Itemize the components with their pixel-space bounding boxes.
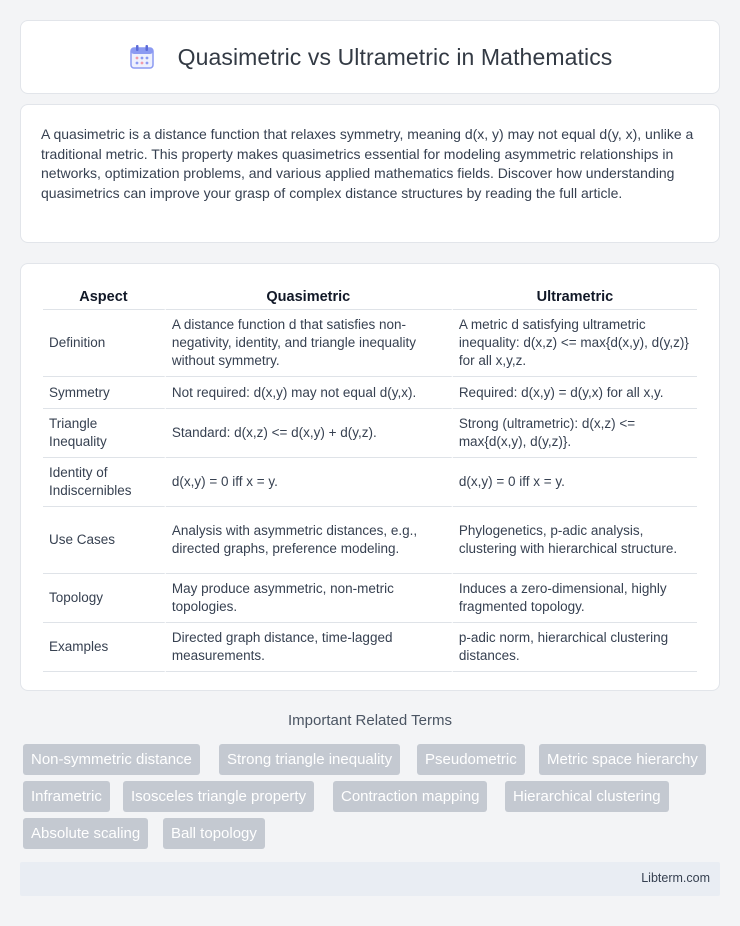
page-title: Quasimetric vs Ultrametric in Mathematics	[177, 43, 613, 70]
table-cell-aspect: Definition	[43, 310, 166, 377]
table-cell-ultrametric: Required: d(x,y) = d(y,x) for all x,y.	[453, 377, 697, 409]
table-row	[43, 310, 697, 377]
related-term-tag[interactable]: Non-symmetric distance	[23, 744, 200, 775]
table-cell-aspect: Topology	[43, 574, 166, 623]
table-cell-aspect: Symmetry	[43, 377, 166, 409]
table-row	[43, 458, 697, 507]
comparison-card	[20, 263, 720, 691]
related-term-tag[interactable]: Absolute scaling	[23, 818, 148, 849]
table-header-quasimetric: Quasimetric	[166, 284, 453, 310]
table-cell-quasimetric: May produce asymmetric, non-metric topologies.	[166, 574, 453, 623]
table-cell-quasimetric: A distance function d that satisfies non-negativity, identity, and triangle inequality without symmetry.	[166, 310, 453, 377]
table-row	[43, 377, 697, 409]
intro-card	[20, 104, 720, 243]
intro-paragraph: A quasimetric is a distance function that relaxes symmetry, meaning d(x, y) may not equal d(y, x), unlike a traditional metric. This property makes quasimetrics essential for modeling asymmetric relationships in networks, optimization problems, and various applied mathematics fields. Discover how understanding quasimetrics can improve your grasp of complex distance structures by reading the full article.	[41, 126, 694, 201]
table-cell-aspect: Triangle Inequality	[43, 409, 166, 458]
table-row	[43, 507, 697, 574]
table-row	[43, 409, 697, 458]
table-cell-ultrametric: Phylogenetics, p-adic analysis, clustering with hierarchical structure.	[453, 507, 697, 574]
footer-site-link[interactable]: Libterm.com	[641, 871, 710, 885]
related-terms-title: Important Related Terms	[288, 712, 452, 729]
related-term-tag[interactable]: Strong triangle inequality	[219, 744, 400, 775]
table-cell-ultrametric: d(x,y) = 0 iff x = y.	[453, 458, 697, 507]
related-term-tag[interactable]: Hierarchical clustering	[505, 781, 669, 812]
related-term-tag[interactable]: Pseudometric	[417, 744, 525, 775]
table-cell-quasimetric: Not required: d(x,y) may not equal d(y,x).	[166, 377, 453, 409]
related-term-tag[interactable]: Metric space hierarchy	[539, 744, 706, 775]
table-cell-ultrametric: Strong (ultrametric): d(x,z) <= max{d(x,y), d(y,z)}.	[453, 409, 697, 458]
calendar-icon	[128, 43, 156, 71]
footer	[20, 862, 720, 896]
table-cell-ultrametric: A metric d satisfying ultrametric inequality: d(x,z) <= max{d(x,y), d(y,z)} for all x,y,z.	[453, 310, 697, 377]
table-cell-ultrametric: p-adic norm, hierarchical clustering distances.	[453, 623, 697, 672]
table-cell-quasimetric: d(x,y) = 0 iff x = y.	[166, 458, 453, 507]
table-cell-quasimetric: Analysis with asymmetric distances, e.g., directed graphs, preference modeling.	[166, 507, 453, 574]
table-header-row	[43, 284, 697, 310]
related-term-tag[interactable]: Isosceles triangle property	[123, 781, 314, 812]
table-cell-aspect: Identity of Indiscernibles	[43, 458, 166, 507]
table-cell-aspect: Use Cases	[43, 507, 166, 574]
table-cell-quasimetric: Directed graph distance, time-lagged measurements.	[166, 623, 453, 672]
table-cell-ultrametric: Induces a zero-dimensional, highly fragmented topology.	[453, 574, 697, 623]
table-cell-quasimetric: Standard: d(x,z) <= d(x,y) + d(y,z).	[166, 409, 453, 458]
title-card	[20, 20, 720, 94]
table-header-aspect: Aspect	[43, 284, 166, 310]
comparison-table	[43, 284, 697, 672]
related-term-tag[interactable]: Inframetric	[23, 781, 110, 812]
table-row	[43, 623, 697, 672]
related-term-tag[interactable]: Contraction mapping	[333, 781, 487, 812]
related-term-tag[interactable]: Ball topology	[163, 818, 265, 849]
table-row	[43, 574, 697, 623]
table-cell-aspect: Examples	[43, 623, 166, 672]
table-header-ultrametric: Ultrametric	[453, 284, 697, 310]
